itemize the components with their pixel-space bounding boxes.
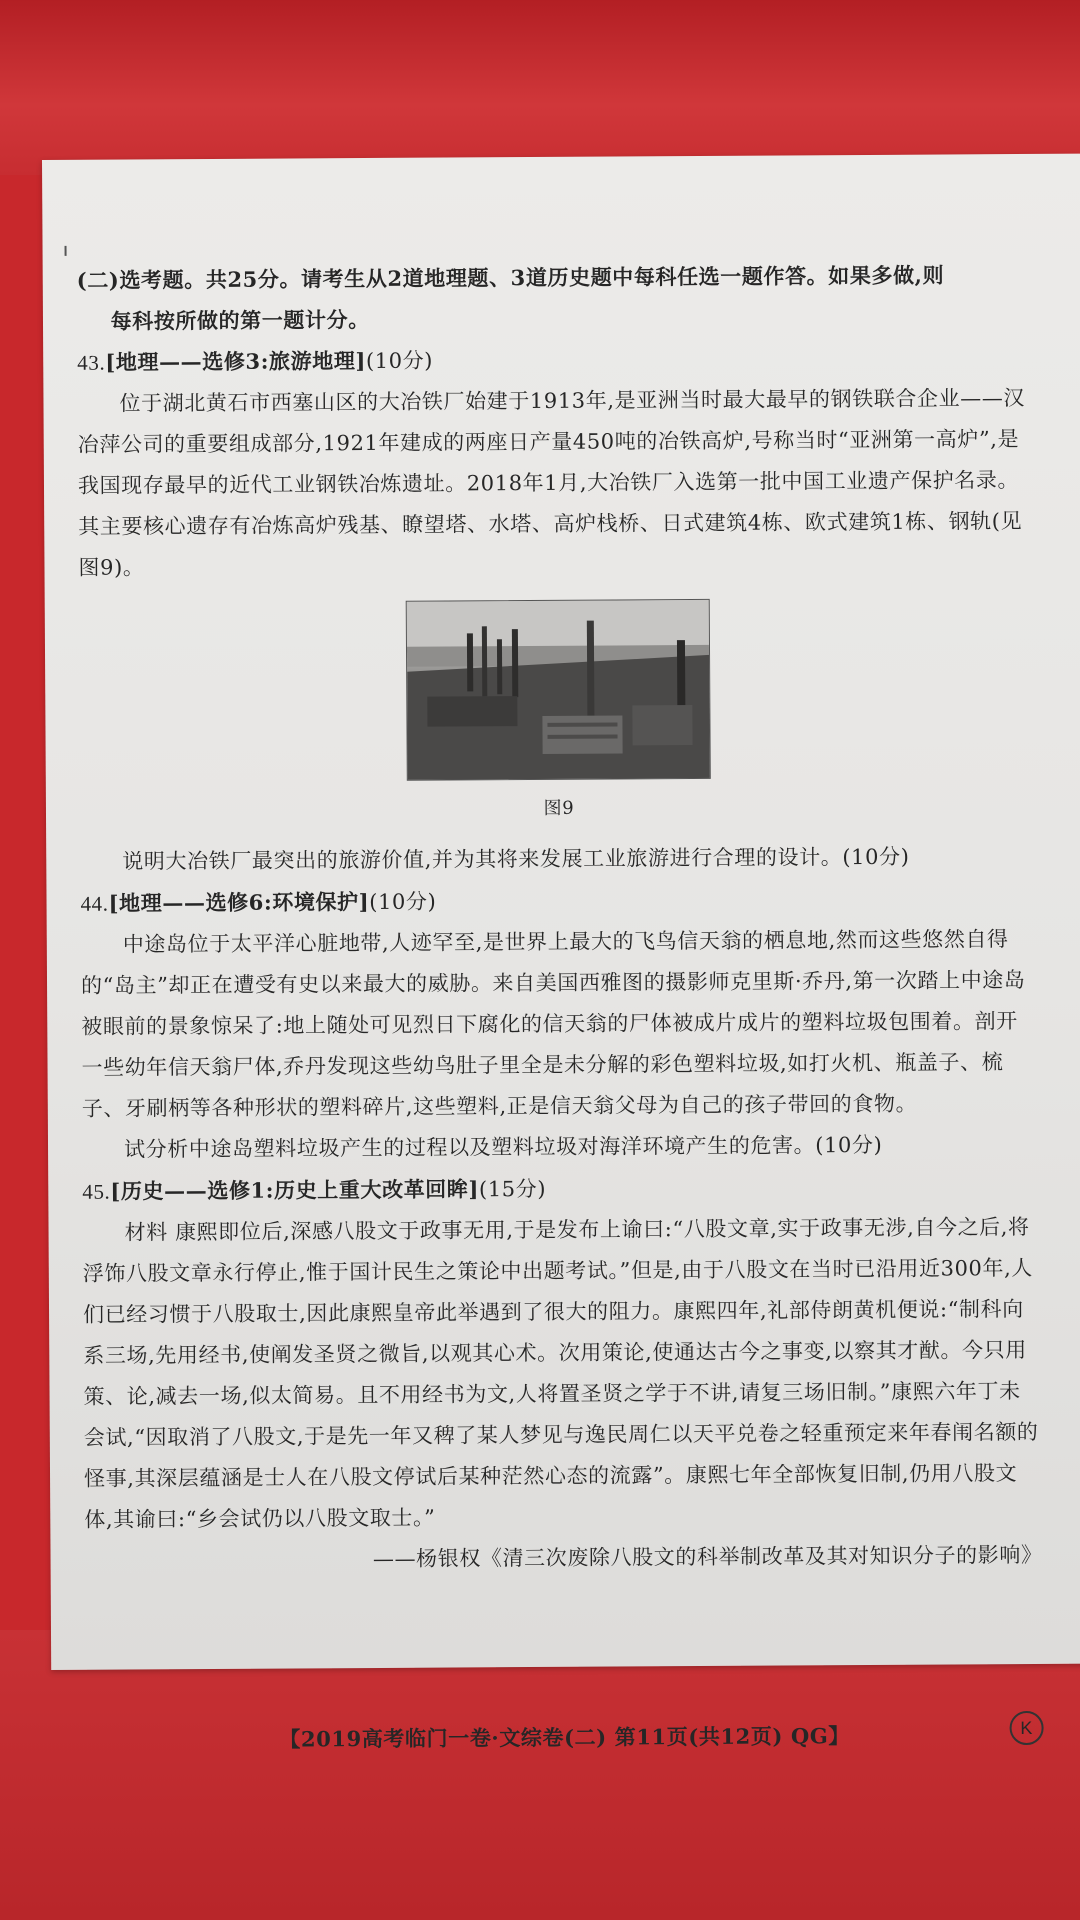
question-44-title: [地理——选修6:环境保护] bbox=[108, 889, 370, 916]
question-45-points: (15分) bbox=[478, 1176, 547, 1202]
chimney bbox=[512, 629, 518, 697]
question-44-number: 44. bbox=[80, 891, 109, 916]
chimney bbox=[467, 633, 473, 691]
exam-paper-sheet bbox=[42, 154, 1080, 1752]
chimney bbox=[497, 639, 502, 694]
section-intro-line2: 每科按所做的第一题计分。 bbox=[110, 307, 370, 334]
circled-k-mark: K bbox=[1009, 1711, 1043, 1745]
question-43-title: [地理——选修3:旅游地理] bbox=[105, 348, 367, 375]
question-44-points: (10分) bbox=[369, 889, 437, 915]
section-intro-line1: (二)选考题。共25分。请考生从2道地理题、3道历史题中每科任选一题作答。如果多做,则 bbox=[76, 262, 945, 293]
chimney bbox=[587, 621, 595, 716]
print-mark bbox=[65, 246, 67, 256]
question-45-passage: 材料 康熙即位后,深感八股文于政事无用,于是发布上谕曰:“八股文章,实于政事无涉,自今之后,将浮饰八股文章永行停止,惟于国计民生之策论中出题考试。”但是,由于八股文在当时已沿用近300年,人们已经习惯于八股取士,因此康熙皇帝此举遇到了很大的阻力。康熙四年,礼部侍朗黄机便说:“制科向系三场,先用经书,使阐发圣贤之微旨,以观其心术。次用策论,使通达古今之事变,以察其才猷。今只用策、论,减去一场,似太简易。且不用经书为文,人将置圣贤之学于不讲,请复三场旧制。”康熙六年丁未会试,“因取消了八股文,于是先一年又稗了某人梦见与逸民周仁以天平兑卷之轻重预定来年春闱名额的怪事,其深层蕴涵是士人在八股文停试后某种茫然心态的流露”。康熙七年全部恢复旧制,仍用八股文体,其谕曰:“乡会试仍以八股文取士。” bbox=[82, 1214, 1039, 1532]
ruins bbox=[632, 705, 692, 745]
figure-9-photo bbox=[406, 599, 711, 781]
red-background-top bbox=[0, 0, 1080, 175]
question-44-passage: 中途岛位于太平洋心脏地带,人迹罕至,是世界上最大的飞鸟信天翁的栖息地,然而这些悠然自得的“岛主”却正在遭受有史以来最大的威胁。来自美国西雅图的摄影师克里斯·乔丹,第一次踏上中途岛被眼前的景象惊呆了:地上随处可见烈日下腐化的信天翁的尸体被成片成片的塑料垃圾包围着。剖开一些幼年信天翁尸体,乔丹发现这些幼鸟肚子里全是未分解的彩色塑料垃圾,如打火机、瓶盖子、梳子、牙刷柄等各种形状的塑料碎片,这些塑料,正是信天翁父母为自己的孩子带回的食物。 bbox=[80, 927, 1026, 1121]
ironworks-illustration bbox=[407, 600, 710, 780]
exam-content bbox=[76, 254, 1043, 1752]
page-footer bbox=[86, 1714, 1044, 1761]
question-45-title: [历史——选修1:历史上重大改革回眸] bbox=[110, 1176, 480, 1204]
question-43-task: 说明大冶铁厂最突出的旅游价值,并为其将来发展工业旅游进行合理的设计。(10分) bbox=[122, 844, 910, 874]
red-background-bottom bbox=[0, 1630, 1080, 1920]
footer-text: 【2019高考临门一卷·文综卷(二) 第11页(共12页) QG】 bbox=[279, 1723, 851, 1752]
building-windows bbox=[548, 734, 618, 738]
question-45-source: ——杨银权《清三次废除八股文的科举制改革及其对知识分子的影响》 bbox=[372, 1542, 1043, 1572]
question-45-number: 45. bbox=[82, 1179, 111, 1204]
building-windows bbox=[547, 722, 617, 726]
figure-9-caption: 图9 bbox=[543, 797, 575, 819]
question-43-number: 43. bbox=[77, 350, 106, 375]
question-43-passage: 位于湖北黄石市西塞山区的大冶铁厂始建于1913年,是亚洲当时最大最早的钢铁联合企业——汉冶萍公司的重要组成部分,1921年建成的两座日产量450吨的冶铁高炉,号称当时“亚洲第一高炉”,是我国现存最早的近代工业钢铁冶炼遗址。2018年1月,大冶铁厂入选第一批中国工业遗产保护名录。其主要核心遗存有冶炼高炉残基、瞭望塔、水塔、高炉栈桥、日式建筑4栋、欧式建筑1栋、钢轨(见图9)。 bbox=[77, 385, 1026, 580]
question-44-task: 试分析中途岛塑料垃圾产生的过程以及塑料垃圾对海洋环境产生的危害。(10分) bbox=[123, 1132, 883, 1162]
chimney bbox=[482, 626, 487, 696]
question-43-points: (10分) bbox=[365, 348, 434, 374]
question-44-heading bbox=[80, 877, 1038, 925]
question-45-heading bbox=[82, 1165, 1040, 1213]
ruins bbox=[427, 696, 517, 727]
question-43-heading bbox=[77, 336, 1035, 384]
